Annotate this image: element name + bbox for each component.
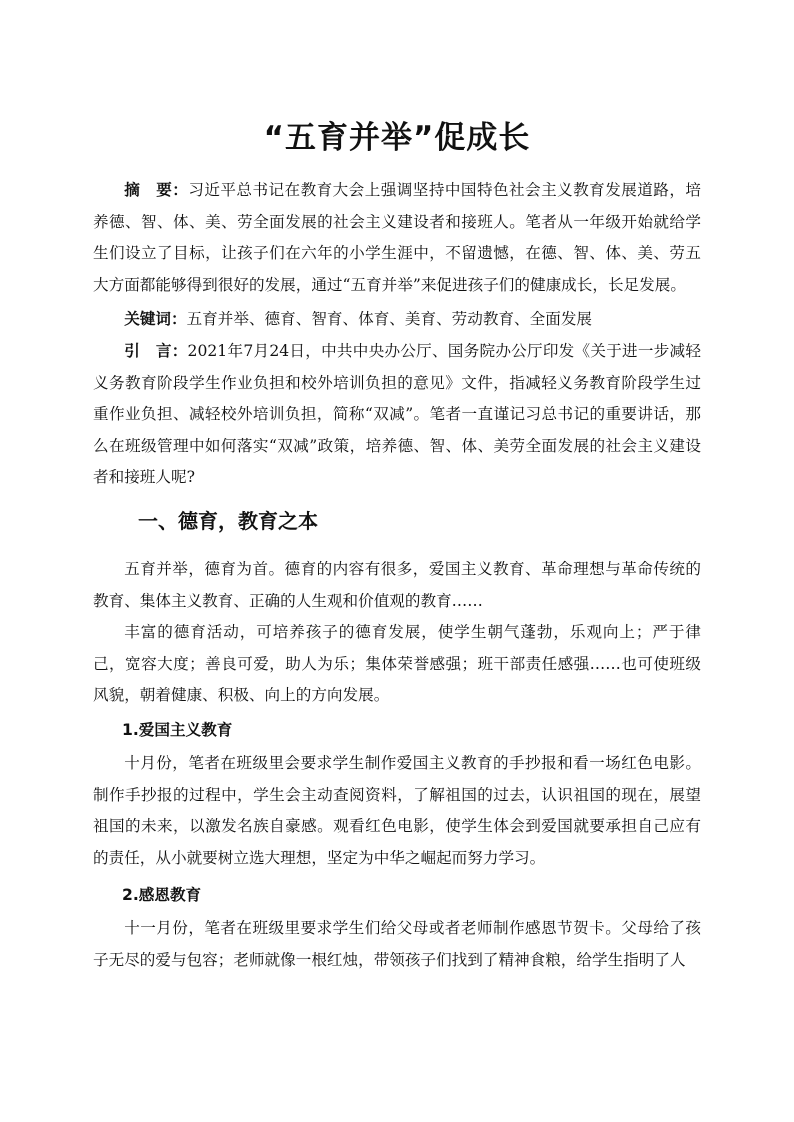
subsection-heading-patriotism: 1.爱国主义教育 — [122, 721, 233, 739]
section1-paragraph-2: 丰富的德育活动，可培养孩子的德育发展，使学生朝气蓬勃，乐观向上；严于律己，宽容大度；善良可爱，助人为乐；集体荣誉感强；班干部责任感强……也可使班级风貌，朝着健康、积极、向上的方向发展。 — [93, 623, 701, 704]
intro-text: 2021年7月24日，中共中央办公厅、国务院办公厅印发《关于进一步减轻义务教育阶段学生作业负担和校外培训负担的意见》文件，指减轻义务教育阶段学生过重作业负担、减轻校外培训负担，简称“双减”。笔者一直谨记习总书记的重要讲话，那么在班级管理中如何落实“双减”政策，培养德、智、体、美劳全面发展的社会主义建设者和接班人呢? — [93, 342, 701, 486]
document-title: “五育并举”促成长 — [263, 120, 531, 156]
intro-label: 引 言： — [124, 342, 188, 360]
subsection-gratitude-text: 十一月份，笔者在班级里要求学生们给父母或者老师制作感恩节贺卡。父母给了孩子无尽的爱与包容；老师就像一根红烛，带领孩子们找到了精神食粮，给学生指明了人 — [93, 919, 701, 969]
section-heading-moral-education: 一、德育，教育之本 — [138, 509, 318, 533]
subsection-patriotism-text: 十月份，笔者在班级里会要求学生制作爱国主义教育的手抄报和看一场红色电影。制作手抄报的过程中，学生会主动查阅资料，了解祖国的过去，认识祖国的现在，展望祖国的未来，以激发名族自豪感。观看红色电影，使学生体会到爱国就要承担自己应有的责任，从小就要树立选大理想，坚定为中华之崛起而努力学习。 — [93, 754, 701, 867]
section1-paragraph-1: 五育并举，德育为首。德育的内容有很多，爱国主义教育、革命理想与革命传统的教育、集体主义教育、正确的人生观和价值观的教育…… — [93, 560, 701, 610]
subsection-heading-gratitude: 2.感恩教育 — [122, 886, 202, 904]
abstract-paragraph — [93, 175, 701, 301]
keywords-paragraph — [93, 304, 701, 336]
abstract-label: 摘 要： — [124, 181, 189, 199]
intro-paragraph — [93, 336, 701, 494]
keywords-text: 五育并举、德育、智育、体育、美育、劳动教育、全面发展 — [186, 310, 593, 328]
keywords-label: 关键词： — [124, 310, 187, 328]
abstract-text: 习近平总书记在教育大会上强调坚持中国特色社会主义教育发展道路，培养德、智、体、美、劳全面发展的社会主义建设者和接班人。笔者从一年级开始就给学生们设立了目标，让孩子们在六年的小学生涯中，不留遗憾，在德、智、体、美、劳五大方面都能够得到很好的发展，通过“五育并举”来促进孩子们的健康成长，长足发展。 — [93, 181, 701, 294]
